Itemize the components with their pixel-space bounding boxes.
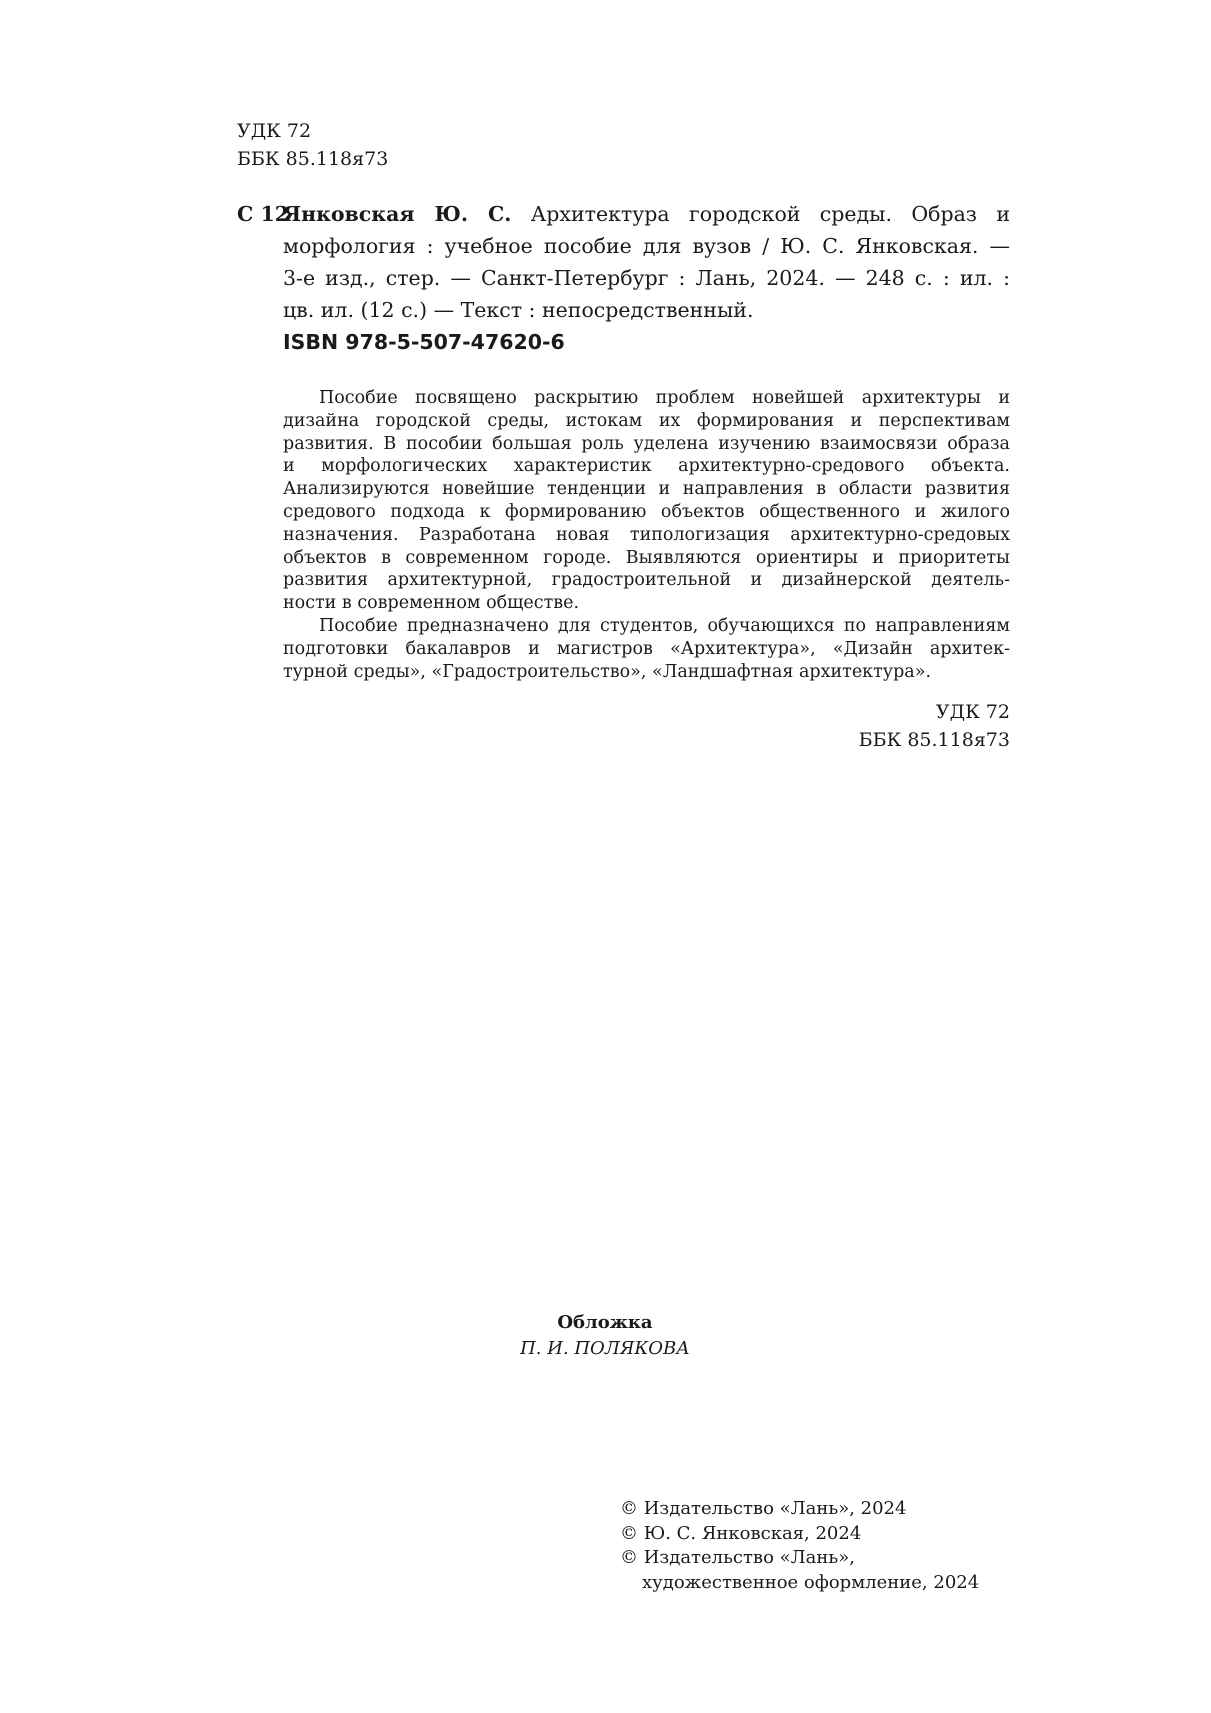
- annotation-line: подготовки бакалавров и магистров «Архитектура», «Дизайн архитек-: [283, 638, 1010, 659]
- classification-codes-top: [237, 117, 388, 173]
- description-line-2: морфология : учебное пособие для вузов / Ю. С. Янковская. —: [283, 234, 1010, 258]
- copyright-line: художественное оформление, 2024: [642, 1571, 980, 1593]
- annotation-line: развития. В пособии большая роль уделена изучению взаимосвязи образа: [283, 433, 1010, 454]
- author-mark-code: С 12: [237, 202, 289, 226]
- annotation-line: объектов в современном городе. Выявляются ориентиры и приоритеты: [283, 547, 1010, 568]
- annotation-line: ности в современном обществе.: [283, 593, 580, 614]
- cover-designer-name: П. И. ПОЛЯКОВА: [520, 1338, 690, 1359]
- annotation-line: и морфологических характеристик архитектурно-средового объекта.: [283, 456, 1010, 477]
- bibliographic-description: [283, 198, 1010, 326]
- cover-credit: [440, 1310, 770, 1362]
- description-line-4: цв. ил. (12 с.) — Текст : непосредственный.: [283, 298, 754, 322]
- annotation-line: средового подхода к формированию объектов общественного и жилого: [283, 501, 1010, 522]
- description-line-3: 3-е изд., стер. — Санкт-Петербург : Лань, 2024. — 248 с. : ил. :: [283, 266, 1010, 290]
- annotation-line: дизайна городской среды, истокам их формирования и перспективам: [283, 410, 1010, 431]
- annotation: [283, 387, 1010, 683]
- title-text: Архитектура городской среды. Образ и: [530, 202, 1010, 226]
- author-name: Янковская Ю. С.: [283, 202, 512, 226]
- classification-codes-bottom: [760, 698, 1010, 754]
- description-line-1: [283, 198, 1010, 230]
- annotation-line: Анализируются новейшие тенденции и направления в области развития: [283, 479, 1010, 500]
- udk-code: УДК 72: [935, 701, 1010, 723]
- udk-code: УДК 72: [237, 120, 312, 142]
- annotation-line: турной среды», «Градостроительство», «Ландшафтная архитектура».: [283, 661, 932, 682]
- annotation-line: назначения. Разработана новая типологизация архитектурно-средовых: [283, 524, 1010, 545]
- isbn: ISBN 978-5-507-47620-6: [283, 330, 565, 354]
- bbk-code: ББК 85.118я73: [237, 148, 389, 170]
- bbk-code: ББК 85.118я73: [858, 729, 1010, 751]
- copyright-line: © Издательство «Лань», 2024: [620, 1498, 907, 1519]
- copyright-line: © Издательство «Лань»,: [620, 1547, 855, 1568]
- copyright-line: © Ю. С. Янковская, 2024: [620, 1522, 862, 1544]
- copyright-notices: [620, 1497, 979, 1595]
- annotation-line: развития архитектурной, градостроительной и дизайнерской деятель-: [283, 570, 1010, 591]
- annotation-line: Пособие предназначено для студентов, обучающихся по направлениям: [319, 615, 1010, 636]
- cover-credit-label: Обложка: [557, 1312, 653, 1333]
- annotation-line: Пособие посвящено раскрытию проблем новейшей архитектуры и: [319, 388, 1010, 408]
